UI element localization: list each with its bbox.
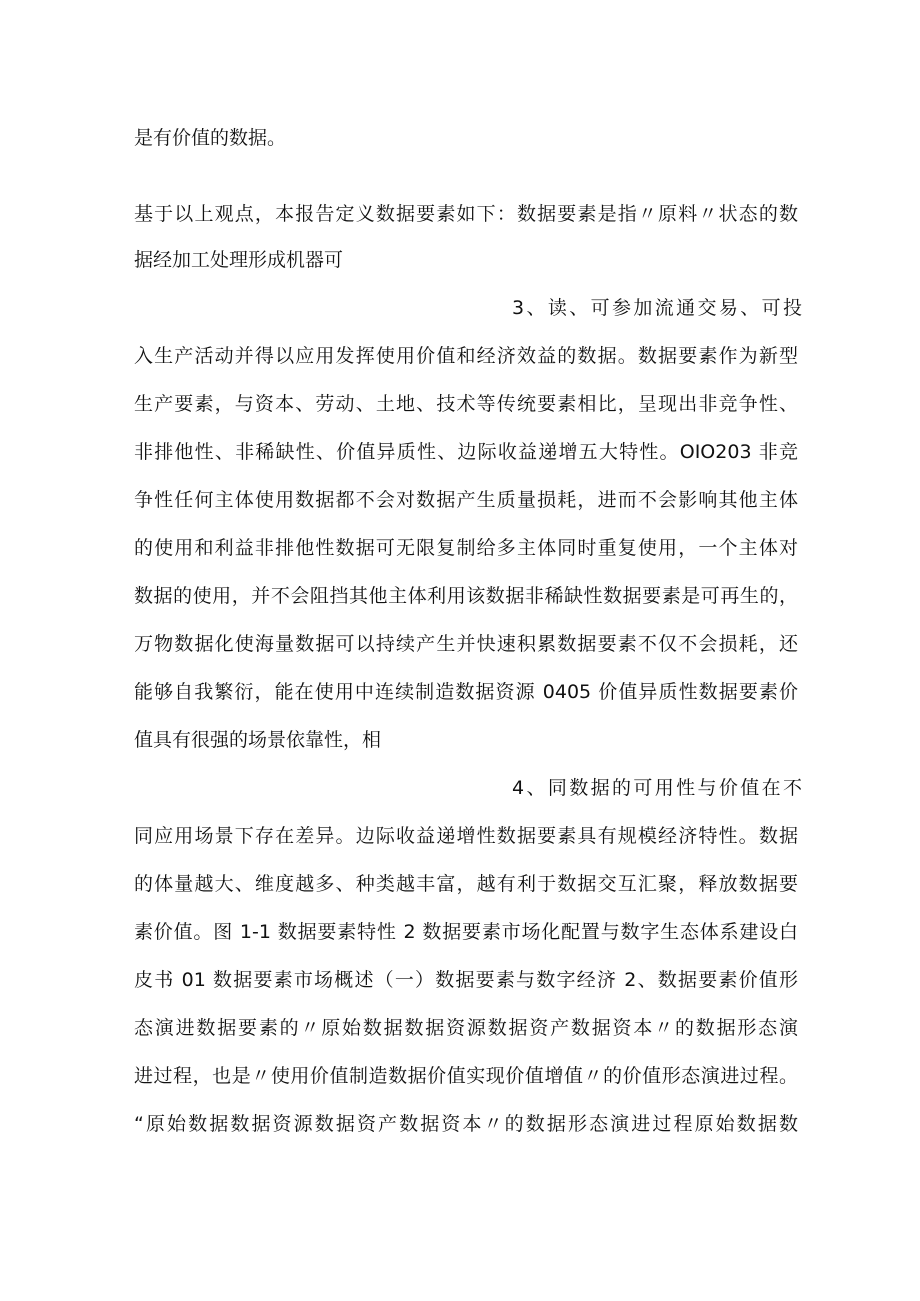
text-line-19: 态演进数据要素的〃原始数据数据资源数据资产数据资本〃的数据形态演 xyxy=(134,1017,798,1039)
text-line-2: 基于以上观点，本报告定义数据要素如下：数据要素是指〃原料〃状态的数 xyxy=(134,203,798,225)
text-line-21: “原始数据数据资源数据资产数据资本〃的数据形态演进过程原始数据数 xyxy=(134,1113,798,1135)
text-line-9: 的使用和利益非排他性数据可无限复制给多主体同时重复使用，一个主体对 xyxy=(134,537,798,559)
text-line-20: 进过程，也是〃使用价值制造数据价值实现价值增值〃的价值形态演进过程。 xyxy=(134,1065,798,1087)
text-line-18: 皮书 01 数据要素市场概述（一）数据要素与数字经济 2、数据要素价值形 xyxy=(134,969,798,991)
text-line-8: 争性任何主体使用数据都不会对数据产生质量损耗，进而不会影响其他主体 xyxy=(134,489,798,511)
text-line-16: 的体量越大、维度越多、种类越丰富，越有利于数据交互汇聚，释放数据要 xyxy=(134,873,798,895)
text-line-15: 同应用场景下存在差异。边际收益递增性数据要素具有规模经济特性。数据 xyxy=(134,825,798,847)
text-line-3: 据经加工处理形成机器可 xyxy=(134,249,344,271)
text-line-4: 3、读、可参加流通交易、可投 xyxy=(512,297,802,319)
text-line-10: 数据的使用，并不会阻挡其他主体利用该数据非稀缺性数据要素是可再生的， xyxy=(134,585,798,607)
text-line-1: 是有价值的数据。 xyxy=(134,127,287,149)
text-line-12: 能够自我繁衍，能在使用中连续制造数据资源 0405 价值异质性数据要素价 xyxy=(134,681,798,703)
text-line-5: 入生产活动并得以应用发挥使用价值和经济效益的数据。数据要素作为新型 xyxy=(134,345,798,367)
text-line-17: 素价值。图 1-1 数据要素特性 2 数据要素市场化配置与数字生态体系建设白 xyxy=(134,921,798,943)
text-line-7: 非排他性、非稀缺性、价值异质性、边际收益递增五大特性。OIO203 非竞 xyxy=(134,441,798,463)
text-line-14: 4、同数据的可用性与价值在不 xyxy=(512,777,802,799)
text-line-13: 值具有很强的场景依靠性，相 xyxy=(134,729,382,751)
text-line-6: 生产要素，与资本、劳动、土地、技术等传统要素相比，呈现出非竞争性、 xyxy=(134,393,798,415)
text-line-11: 万物数据化使海量数据可以持续产生并快速积累数据要素不仅不会损耗，还 xyxy=(134,633,798,655)
